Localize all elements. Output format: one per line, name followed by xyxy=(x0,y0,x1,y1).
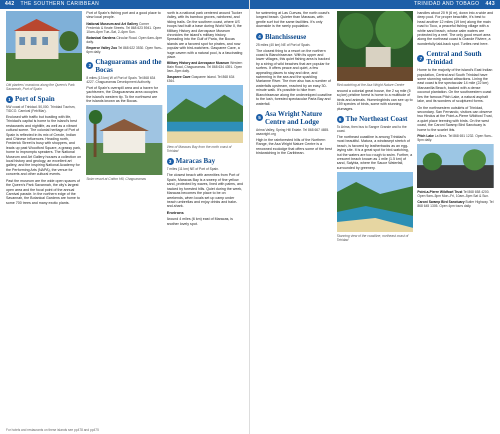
number-badge: 7 xyxy=(417,55,424,62)
listing-info: La Brea. Tel 868 651 1232. Open 9am–5pm daily. xyxy=(417,133,493,142)
heading-text: Central and South Trinidad xyxy=(426,50,482,67)
body-text: Enclosed with traffic but bustling with life, Trinidad's capital is home to the island's best restaurants and nightlife, as well as a vibrant cultural scene. The colonial heritage of Port of Spain is reflected in its mix of Creole, Indian and Chinese influences. Heading north, Frederick Street is busy with shoppers, and leads up past Woodford Square, a grassy park, home to impromptu speakers. The National Museum and Art Gallery houses a collection on local history and geology, an excellent art gallery, and the inspiring National Academy for the Performing Arts (NAPA), the venue for concerts and other cultural events. xyxy=(6,115,82,177)
heading-chaguaramas xyxy=(86,58,162,74)
listing-title: Caroni Swamp Bird Sanctuary xyxy=(417,199,465,204)
left-col-1 xyxy=(6,11,82,426)
listing xyxy=(417,200,494,208)
body-text: The closest thing to a resort on the northern coast is Blanchisseuse. With its upper and lower villages, this quiet fishing area is backed by a string of wild beaches that are popular for surfers. It offers peace and quiet, a few appealing places to stay and dine, and swimming in the sea and the sparkling Marianne River. The river also has a number of waterfalls upstream, reached by an easy 30-minute walk. It's possible to hike from Blanchisseuse along the undeveloped coastline to the lush, forested spectacular Paria Bay and waterfall. xyxy=(256,48,332,106)
heading-text: The Northeast Coast xyxy=(345,115,408,124)
body-text: for swimming at Las Cuevas, the north coast's longest beach. Quieter than Maracas, with gentle surf but the same facilities. It's only downside is the rarely population. xyxy=(256,11,330,29)
mansion-photo xyxy=(6,11,82,81)
environs-heading: Environs xyxy=(166,209,184,215)
heading-text: Maracas Bay xyxy=(175,157,216,166)
listing-title: Pitch Lake xyxy=(417,133,434,138)
left-col-3 xyxy=(167,11,243,426)
number-badge: 4 xyxy=(256,33,263,40)
section-title: TRINIDAD AND TOBAGO xyxy=(413,1,480,7)
heading-text: Blanchisseuse xyxy=(265,32,307,41)
listing-title: Botanical Gardens xyxy=(86,35,116,40)
info-line: 8 miles (13 km) W of Port of Spain. Tel 868 634 4227. Chaguaramas Development Authority. xyxy=(86,75,156,84)
listing-title: National Museum and Art Gallery xyxy=(86,21,139,26)
page-footnote: For hotels and restaurants on these islands see pp478 and pp475 xyxy=(6,428,99,432)
maracas-bay-photo xyxy=(167,85,243,143)
right-col-2 xyxy=(337,11,414,426)
listing xyxy=(417,134,494,142)
number-badge: 2 xyxy=(86,62,93,69)
listing xyxy=(417,190,494,198)
body-text: Port of Spain's fishing port and a good place to view local people. xyxy=(86,11,161,20)
body-text: The northeast coastline is among Trinidad's most beautiful. Matura, a windswept stretch of beach, is favored by leatherbacks as an egg-laying site. It is a great spot for bird-watching, but the waters are too rough to swim. Further, a crescent beach known as 1 mile (1.5 km) of sand, Salybia, where the Sauce Waterfall, surrounded by greenery. xyxy=(336,135,413,170)
number-badge: 6 xyxy=(337,116,344,123)
left-page-header xyxy=(0,0,249,9)
right-col-1 xyxy=(256,11,333,426)
right-page xyxy=(250,0,500,434)
body-text: Home to the majority of the island's East Indian population, Central and South Trinidad have some stunning natural attractions. Lining the east coast is the spectacular 14 mile (22 km) Manzanilla Beach, backed with a dense coconut plantation. On the southwestern coast lies the famous Pitch Lake, a natural asphalt lake, and its wonders of sculptured forms. xyxy=(417,68,493,104)
photo-caption: Bird-watching at the Asa Wright Nature Centre xyxy=(336,83,405,87)
heading-northeast-coast xyxy=(337,115,414,123)
listing-info: Western Main Road, Chaguaramas. Tel 868 634 4391. Open 9am–5pm daily. xyxy=(166,61,243,74)
listing-info: Corner Frederick & Keate Streets. Tel 868 623 5941. Open 10am–6pm Tue–Sat, 2–6pm Sun. xyxy=(86,21,162,34)
info-line: To Arima, then bus to Sangre Grande and to the coast. xyxy=(336,125,407,134)
heading-text: Port of Spain xyxy=(15,95,55,103)
listing-title: Emperor Valley Zoo xyxy=(86,45,118,50)
heading-text: Chaguaramas and the Bocas xyxy=(95,57,162,74)
info-line: NW coast of Trinidad. 50,000. Trinidad Tourism, TIDCO. Carnival (Feb/Mar). xyxy=(6,105,76,113)
heading-port-of-spain xyxy=(6,95,82,103)
heading-central-south xyxy=(417,50,494,66)
section-title: THE SOUTHERN CARIBBEAN xyxy=(20,1,100,7)
left-col-2 xyxy=(86,11,162,426)
photo-caption: Stunning view of the coastline, northeast coast of Trinidad xyxy=(336,234,409,243)
listing-info: Butler Highway. Tel 868 645 1305. Open 4pm tours daily. xyxy=(417,199,494,208)
info-line: Arima Valley, Spring Hill Estate. Tel 868 667 4655. asawright.org xyxy=(256,127,330,136)
photo-caption: View of Maracas Bay from the north coast of Trinidad xyxy=(166,145,232,154)
photo-caption: Swim resort at Cotton Hill, Chaguaramas xyxy=(86,177,147,182)
number-badge: 5 xyxy=(256,114,263,121)
heading-text: Asa Wright Nature Centre and Lodge xyxy=(265,109,323,126)
body-text: Around 4 miles (6 km) east of Maracas, is another lovely spot. xyxy=(166,217,233,226)
right-page-header xyxy=(250,0,500,9)
body-text: around a colonial great house, the 2 sq mile (5 sq km) pristine forest is home to a multitude of birds and animals. Hummingbirds can see up to 159 species of birds, some with stunning plumages. xyxy=(336,89,413,111)
coastline-photo xyxy=(337,172,414,232)
pitch-lake-photo xyxy=(417,144,494,188)
listing xyxy=(86,46,162,54)
heading-blanchisseuse xyxy=(256,33,333,41)
heading-maracas-bay xyxy=(167,157,243,165)
listing-title: Military History and Aerospace Museum xyxy=(166,61,230,66)
number-badge: 3 xyxy=(167,158,174,165)
listing-title: Gasparee Cave xyxy=(166,75,191,80)
body-text: handles about 20 ft (6 m), down into a wide and deep pool. For proper beachlife, it's best to head another 12 miles (19 km) along the main road to Toco, a peaceful fishing village with a white sand beach, whose calm waters are protected by a reef. The only good resort area along the northeast coast is Grande Riviere, a wonderfully laid-back spot. Turtles nest here. xyxy=(417,11,494,46)
listing-info: Gasparee Island. Tel 868 634 4364. xyxy=(166,75,235,84)
listing-title: Point-a-Pierre Wildfowl Trust xyxy=(417,189,463,194)
listing xyxy=(167,75,243,83)
heading-asa-wright xyxy=(256,110,333,126)
listing xyxy=(86,36,162,44)
body-text: Port of Spain's overspill area and a haven for yachtsmen, the Chaguaramas area occupies the island's western tip. To the northwest are the islands known as the Bocas. xyxy=(86,85,158,104)
right-col-3 xyxy=(417,11,494,426)
listing xyxy=(167,61,243,73)
listing-info: Tel 868 658 4200. Open 9am–5pm Mon–Fri, 10am–5pm Sat & Sun. xyxy=(417,189,490,198)
body-text: Past the museum are the wide open spaces of the Queen's Park Savannah, the city's largest open area and the focal point of the annual Carnival parade. In the northern edge of the Savannah, the Botanical Gardens are home to some 700 trees and many exotic plants. xyxy=(6,178,80,205)
listing xyxy=(86,22,162,34)
page-number: 443 xyxy=(485,1,495,7)
info-line: 25 miles (40 km) NE of Port of Spain. xyxy=(256,42,311,47)
photo-caption: Old planters' mansions along the Queen's Park Savannah, Port of Spain xyxy=(6,83,75,91)
bird-watching-photo xyxy=(337,11,414,81)
body-text: The closest beach with amenities from Port of Spain, Maracas Bay is a sweep of fine yellow sand, protected by waves, lined with palms, and backed by forested hills. Quiet during the week, Maracas becomes the place to be on weekends, when locals set up camp under beach umbrellas and enjoy drinks and bake-and-shark. xyxy=(166,173,243,209)
info-line: 7 miles (11 km) NE of Port of Spain. xyxy=(166,167,219,172)
body-text: On the northwestern outskirts of Trinidad, secondary. San Fernando, visitors can observe two Hindus at the Point-a-Pierre Wildfowl Trust, a quiet place teeming with birds. On the west coast, the Caroni Swamp Bird Sanctuary is home to the scarlet ibis. xyxy=(417,105,493,132)
number-badge: 1 xyxy=(6,96,13,103)
resort-photo xyxy=(86,105,162,175)
listing-info: Tel 868 622 3530. Open 9am–6pm daily. xyxy=(86,45,163,54)
body-text: north is a national park centered around Tucker Valley, with its bamboo groves, rainforest, and hiking trails. On the southern coast, where US troops had built a base during World War II, the Military History and Aerospace Museum chronicles the island's military history. Spreading into the Gulf of Paria, the Bocas islands are a favored spot for pirates, and now popular with bird-watchers. Gasparee Cave, a huge cavern with a natural pool, is a fascinating place. xyxy=(166,11,243,60)
body-text: High in the rainforested hills of the Northern Range, the Asa Wright Nature Centre is a renowned ecolodge that offers some of the best birdwatching in the Caribbean. xyxy=(256,137,332,156)
page-number: 442 xyxy=(5,1,15,7)
listing-info: Circular Road. Open 6am–6pm daily. xyxy=(86,35,163,44)
